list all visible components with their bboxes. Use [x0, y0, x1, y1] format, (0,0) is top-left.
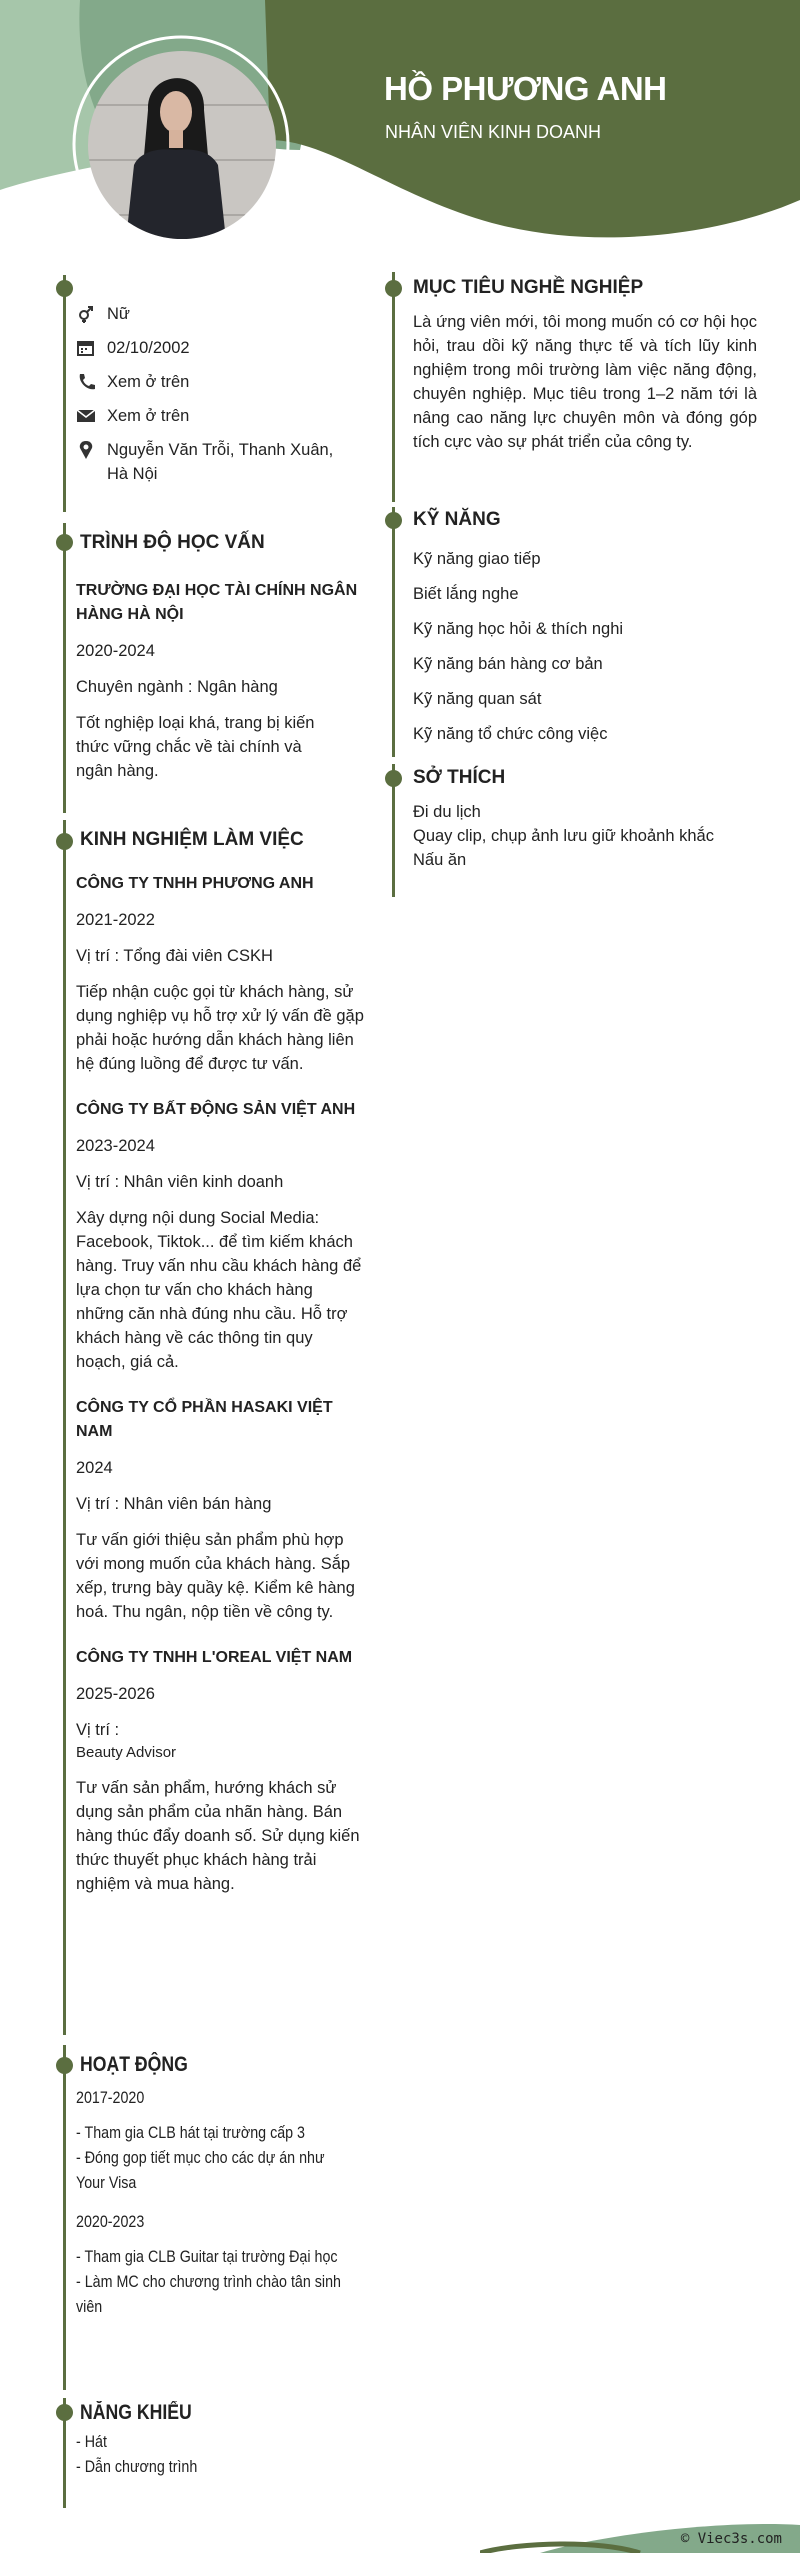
job-position: Vị trí : Tổng đài viên CSKH — [76, 947, 273, 965]
activity-line: - Đóng gop tiết mục cho các dự án như Your Visa — [76, 2148, 325, 2192]
hobbies-section — [392, 764, 762, 897]
timeline-dot — [56, 280, 73, 297]
hobby-item: Quay clip, chụp ảnh lưu giữ khoảnh khắc — [413, 827, 714, 845]
job-entry — [76, 872, 364, 1076]
activity-line: - Tham gia CLB Guitar tại trường Đại học — [76, 2247, 338, 2266]
timeline-dot — [56, 534, 73, 551]
education-major: Chuyên ngành : Ngân hàng — [76, 678, 278, 696]
section-heading: HOẠT ĐỘNG — [80, 2053, 188, 2076]
job-desc: Tư vấn sản phẩm, hướng khách sử dụng sản phẩm của nhãn hàng. Bán hàng thúc đẩy doanh số. Sử dụng kiến thức thuyết phục khách hàng trải nghiệm và mua hàng. — [76, 1779, 360, 1893]
activities-section — [63, 2045, 363, 2390]
job-position: Vị trí : — [76, 1721, 120, 1739]
company-name: CÔNG TY CỔ PHẦN HASAKI VIỆT NAM — [76, 1399, 333, 1440]
job-position-detail: Beauty Advisor — [76, 1744, 177, 1761]
experience-section — [63, 820, 363, 2035]
contact-text: Nguyễn Văn Trỗi, Thanh Xuân, Hà Nội — [107, 441, 334, 483]
contact-text: 02/10/2002 — [107, 339, 190, 357]
section-heading: MỤC TIÊU NGHỀ NGHIỆP — [413, 277, 644, 298]
section-heading: SỞ THÍCH — [413, 767, 506, 788]
section-heading: KINH NGHIỆM LÀM VIỆC — [80, 829, 304, 850]
calendar-icon — [77, 336, 107, 357]
timeline-dot — [56, 833, 73, 850]
mail-icon — [77, 404, 107, 425]
skill-item: Kỹ năng học hỏi & thích nghi — [413, 620, 624, 638]
job-entry — [76, 1396, 364, 1624]
job-years: 2025-2026 — [76, 1685, 155, 1703]
section-heading: NĂNG KHIẾU — [80, 2401, 192, 2424]
job-entry — [76, 1098, 364, 1374]
talent-item: - Hát — [76, 2432, 107, 2451]
timeline-dot — [385, 512, 402, 529]
school-name: TRƯỜNG ĐẠI HỌC TÀI CHÍNH NGÂN HÀNG HÀ NỘI — [76, 582, 358, 623]
skill-item: Kỹ năng bán hàng cơ bản — [413, 655, 603, 673]
education-desc: Tốt nghiệp loại khá, trang bị kiến thức vững chắc về tài chính và ngân hàng. — [76, 714, 315, 780]
job-position: Vị trí : Nhân viên bán hàng — [76, 1495, 272, 1513]
job-years: 2021-2022 — [76, 911, 155, 929]
company-name: CÔNG TY TNHH PHƯƠNG ANH — [76, 875, 314, 892]
hobby-item: Nấu ăn — [413, 851, 467, 869]
company-name: CÔNG TY BẤT ĐỘNG SẢN VIỆT ANH — [76, 1101, 356, 1118]
talents-section — [63, 2398, 363, 2508]
skill-item: Kỹ năng quan sát — [413, 690, 542, 708]
job-years: 2023-2024 — [76, 1137, 155, 1155]
hobbies-list — [413, 800, 762, 872]
job-desc: Tư vấn giới thiệu sản phẩm phù hợp với mong muốn của khách hàng. Sắp xếp, trưng bày quầy kệ. Kiểm kê hàng hoá. Thu ngân, nộp tiền về công ty. — [76, 1531, 355, 1621]
job-position: Vị trí : Nhân viên kinh doanh — [76, 1173, 284, 1191]
skill-item: Kỹ năng giao tiếp — [413, 550, 541, 568]
location-icon — [77, 438, 107, 459]
contact-text: Nữ — [107, 305, 130, 323]
timeline-dot — [385, 280, 402, 297]
section-heading: KỸ NĂNG — [413, 509, 501, 530]
contact-list — [77, 302, 347, 486]
contact-phone — [77, 370, 347, 394]
skill-item: Biết lắng nghe — [413, 585, 519, 603]
contact-text: Xem ở trên — [107, 373, 190, 391]
candidate-name: HỒ PHƯƠNG ANH — [384, 70, 667, 107]
timeline-dot — [56, 2057, 73, 2074]
job-entry — [76, 1646, 364, 1896]
skills-list — [413, 542, 762, 752]
timeline-dot — [56, 2404, 73, 2421]
talent-item: - Dẫn chương trình — [76, 2457, 198, 2476]
gender-icon — [77, 302, 107, 323]
skills-section — [392, 507, 762, 757]
education-section — [63, 523, 363, 813]
contact-section — [63, 275, 363, 512]
contact-address — [77, 438, 347, 486]
activity-years: 2017-2020 — [76, 2088, 145, 2107]
contact-email — [77, 404, 347, 428]
skill-item: Kỹ năng tổ chức công việc — [413, 725, 608, 743]
timeline-dot — [385, 770, 402, 787]
activity-line: - Làm MC cho chương trình chào tân sinh viên — [76, 2272, 341, 2316]
activity-years: 2020-2023 — [76, 2212, 145, 2231]
hobby-item: Đi du lịch — [413, 803, 481, 821]
header — [0, 0, 800, 260]
profile-photo — [86, 50, 278, 240]
phone-icon — [77, 370, 107, 391]
copyright: © Viec3s.com — [680, 2531, 782, 2547]
objective-section — [392, 272, 762, 502]
objective-text: Là ứng viên mới, tôi mong muốn có cơ hội học hỏi, trau dồi kỹ năng thực tế và tích lũy kinh nghiệm trong môi trường làm việc năng động, chuyên nghiệp. Mục tiêu trong 1–2 năm tới là nâng cao năng lực chuyên môn và đóng góp tích cực vào sự phát triển của công ty. — [413, 313, 757, 451]
contact-birthday — [77, 336, 347, 360]
section-heading: TRÌNH ĐỘ HỌC VẤN — [80, 532, 265, 553]
job-desc: Tiếp nhận cuộc gọi từ khách hàng, sử dụng nghiệp vụ hỗ trợ xử lý vấn đề gặp phải hoặc hướng dẫn khách hàng liên hệ đúng luồng để được tư vấn. — [76, 983, 364, 1073]
contact-text: Xem ở trên — [107, 407, 190, 425]
education-years: 2020-2024 — [76, 642, 155, 660]
contact-gender — [77, 302, 347, 326]
job-desc: Xây dựng nội dung Social Media: Facebook, Tiktok... để tìm kiếm khách hàng. Truy vấn nhu cầu khách hàng để lựa chọn tư vấn cho khách hàng những căn nhà đúng nhu cầu. Hỗ trợ khách hàng về các thông tin quy hoạch, giá cả. — [76, 1209, 362, 1371]
activity-line: - Tham gia CLB hát tại trường cấp 3 — [76, 2123, 306, 2142]
company-name: CÔNG TY TNHH L'OREAL VIỆT NAM — [76, 1649, 353, 1666]
job-title: NHÂN VIÊN KINH DOANH — [385, 122, 602, 142]
job-years: 2024 — [76, 1459, 113, 1477]
